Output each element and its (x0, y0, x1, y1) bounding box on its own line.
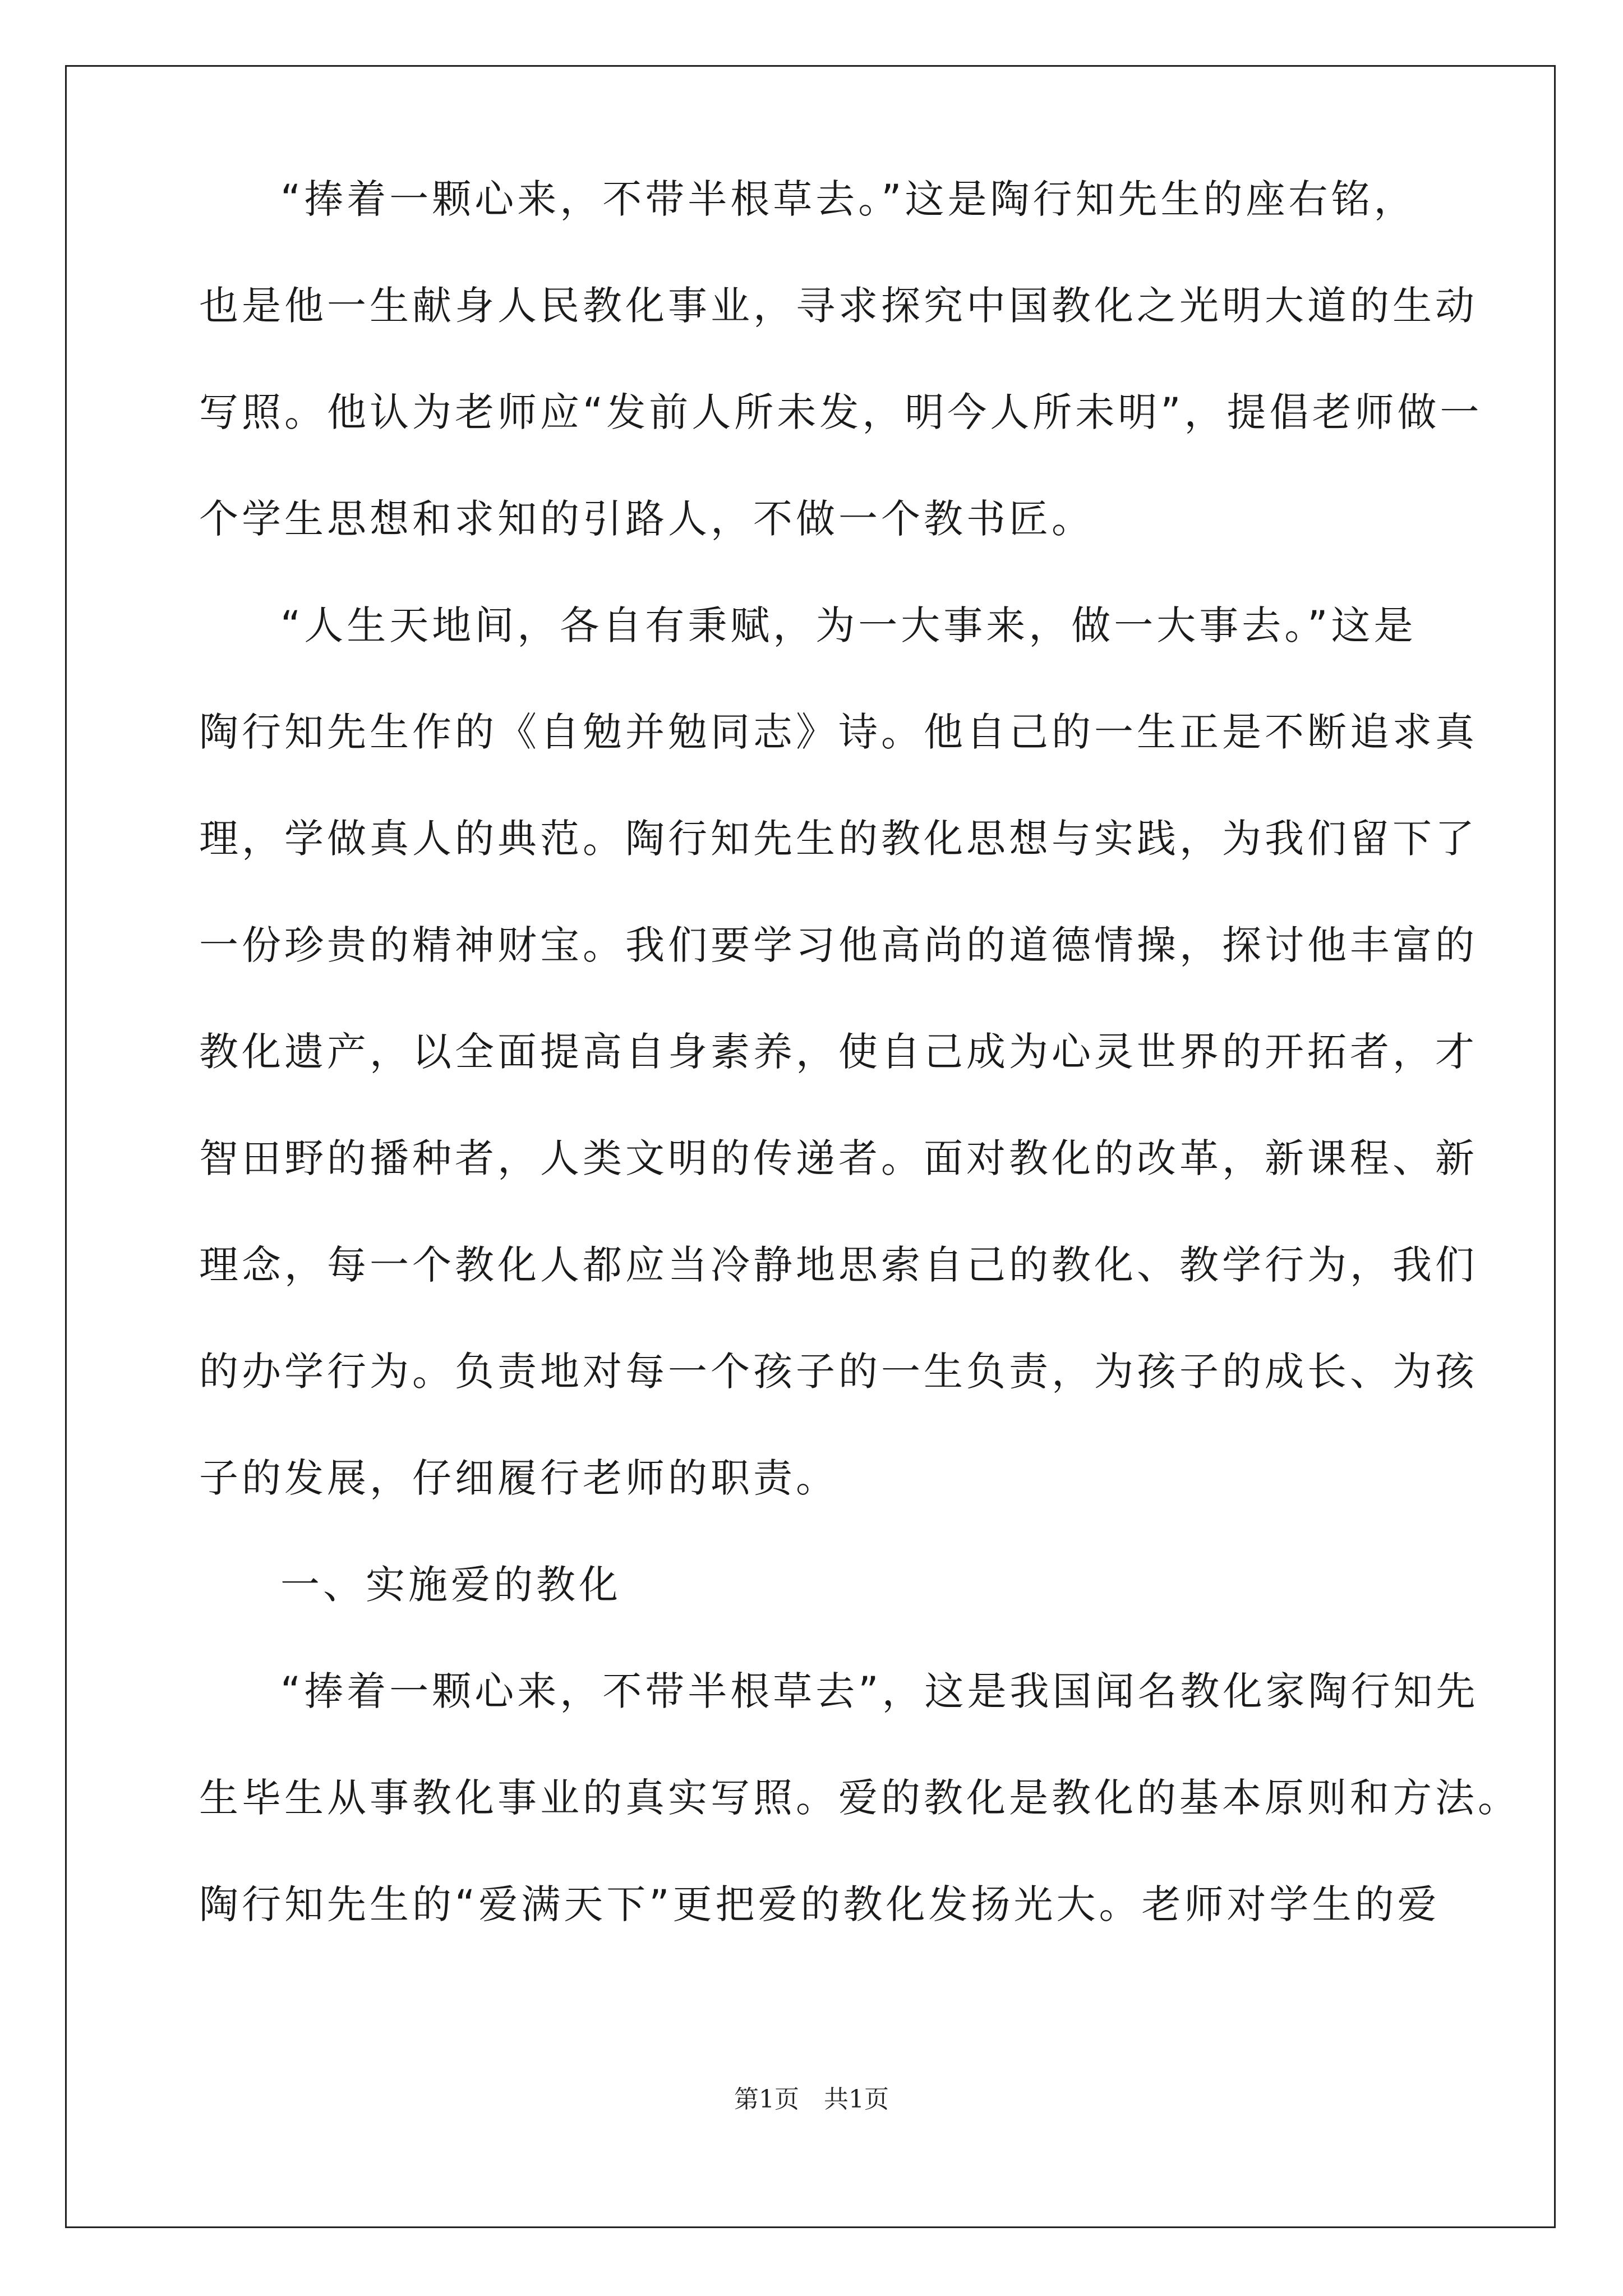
text-line: “捧着一颗心来，不带半根草去。”这是陶行知先生的座右铭， (280, 176, 1417, 222)
page-footer (0, 2083, 1623, 2116)
page-number: 第1页 (734, 2085, 799, 2114)
text-line: 理，学做真人的典范。陶行知先生的教化思想与实践，为我们留下了 (199, 816, 1478, 862)
text-line: 子的发展，仔细履行老师的职责。 (199, 1455, 838, 1501)
text-line: 一份珍贵的精神财宝。我们要学习他高尚的道德情操，探讨他丰富的 (199, 922, 1478, 968)
text-line: “人生天地间，各自有秉赋，为一大事来，做一大事去。”这是 (280, 602, 1417, 648)
page-total: 共1页 (824, 2085, 889, 2114)
text-line: 陶行知先生作的《自勉并勉同志》诗。他自己的一生正是不断追求真 (199, 709, 1478, 755)
text-line: 也是他一生献身人民教化事业，寻求探究中国教化之光明大道的生动 (199, 283, 1478, 329)
text-line: “捧着一颗心来，不带半根草去”，这是我国闻名教化家陶行知先 (280, 1668, 1479, 1714)
text-line: 写照。他认为老师应“发前人所未发，明今人所未明”，提倡老师做一 (199, 389, 1483, 435)
section-heading: 一、实施爱的教化 (280, 1562, 621, 1608)
text-line: 的办学行为。负责地对每一个孩子的一生负责，为孩子的成长、为孩 (199, 1349, 1478, 1395)
text-line: 教化遗产，以全面提高自身素养，使自己成为心灵世界的开拓者，才 (199, 1029, 1478, 1075)
text-line: 陶行知先生的“爱满天下”更把爱的教化发扬光大。老师对学生的爱 (199, 1881, 1440, 1927)
text-line: 生毕生从事教化事业的真实写照。爱的教化是教化的基本原则和方法。 (199, 1775, 1520, 1821)
text-line: 智田野的播种者，人类文明的传递者。面对教化的改革，新课程、新 (199, 1135, 1478, 1181)
text-line: 个学生思想和求知的引路人，不做一个教书匠。 (199, 496, 1094, 542)
text-line: 理念，每一个教化人都应当冷静地思索自己的教化、教学行为，我们 (199, 1242, 1478, 1288)
